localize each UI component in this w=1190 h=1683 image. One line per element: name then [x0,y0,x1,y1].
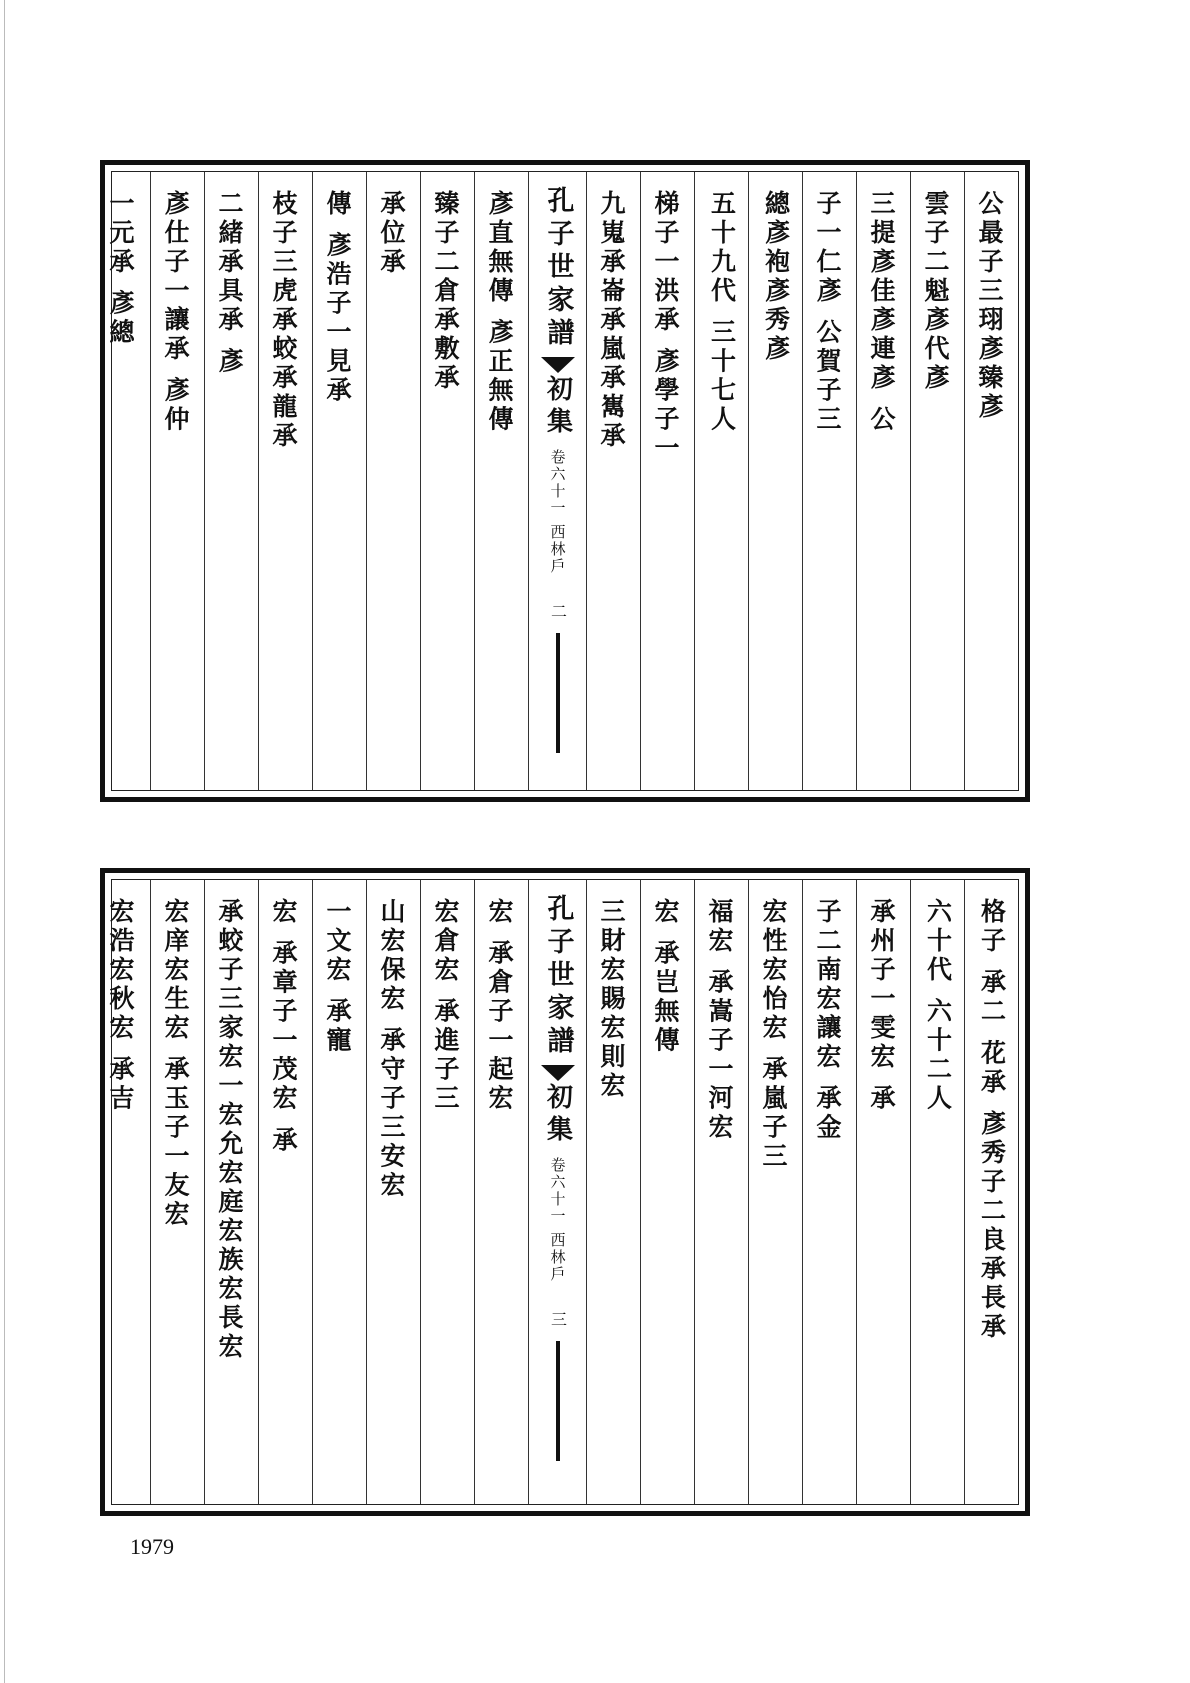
collection-label: 初集 [542,1083,573,1147]
panel-frame-top [106,171,1019,791]
volume-label: 卷六十一 西林戶 [548,1157,567,1283]
entry-column: 雲子二魁彥代彥 [910,172,964,790]
entry-column: 宏 承倉子一起宏 [474,880,528,1504]
entry-column: 子二南宏讓宏 承金 [802,880,856,1504]
entry-column: 承州子一雯宏 承 [856,880,910,1504]
leaf-number: 二 [548,602,568,619]
genealogy-panel-bottom [100,868,1030,1516]
entry-column: 一元承 彥總 [106,190,135,348]
entry-column: 二緒承具承 彥 [204,172,258,790]
entry-column: 臻子二倉承敷承 [420,172,474,790]
genealogy-panel-top [100,160,1030,802]
entry-column: 宏 承章子一茂宏 承 [258,880,312,1504]
entry-column: 宏性宏怡宏 承嵐子三 [748,880,802,1504]
page-margin-line [4,0,5,1683]
fishtail-ornament-icon [541,357,575,373]
entry-column: 承位承 [366,172,420,790]
entry-column: 九嵬承崙承嵐承嶲承 [586,172,640,790]
leaf-number: 三 [548,1310,568,1327]
entry-column: 宏庠宏生宏 承玉子一友宏 [150,880,204,1504]
entry-column: 子一仁彥 公賀子三 [802,172,856,790]
entry-column: 梯子一洪承 彥學子一 [640,172,694,790]
fold-bar [556,1341,560,1461]
entry-column: 彥直無傳 彥正無傳 [474,172,528,790]
collection-label: 初集 [542,375,573,439]
center-fold-column [528,880,586,1504]
volume-label: 卷六十一 西林戶 [548,449,567,575]
entry-column: 傳 彥浩子一見承 [312,172,366,790]
generation-heading-column: 五十九代 三十七人 [694,172,748,790]
fold-bar [556,633,560,753]
entry-column: 三財宏賜宏則宏 [586,880,640,1504]
entry-column: 福宏 承嵩子一河宏 [694,880,748,1504]
entry-column: 彥仕子一讓承 彥仲 [150,172,204,790]
panel-frame-bottom [106,879,1019,1505]
page-number: 1979 [130,1534,174,1559]
entry-column: 宏浩宏秋宏 承吉 [106,898,135,1114]
entry-column: 宏 承岂無傳 [640,880,694,1504]
book-title: 孔子世家譜 [542,186,574,351]
entry-column: 山宏保宏 承守子三安宏 [366,880,420,1504]
entry-column: 枝子三虎承蛟承龍承 [258,172,312,790]
entry-column: 一文宏 承寵 [312,880,366,1504]
entry-column: 宏倉宏 承進子三 [420,880,474,1504]
entry-column: 公最子三珝彥臻彥 [964,172,1018,790]
entry-column: 三提彥佳彥連彥 公 [856,172,910,790]
book-title: 孔子世家譜 [542,894,574,1059]
entry-column: 總彥袍彥秀彥 [748,172,802,790]
entry-column: 承蛟子三家宏一宏允宏庭宏族宏長宏 [204,880,258,1504]
center-fold-column [528,172,586,790]
fishtail-ornament-icon [541,1065,575,1081]
generation-heading-column: 六十代 六十二人 [910,880,964,1504]
entry-column: 格子 承二 花承 彥秀子二良承長承 [964,880,1018,1504]
